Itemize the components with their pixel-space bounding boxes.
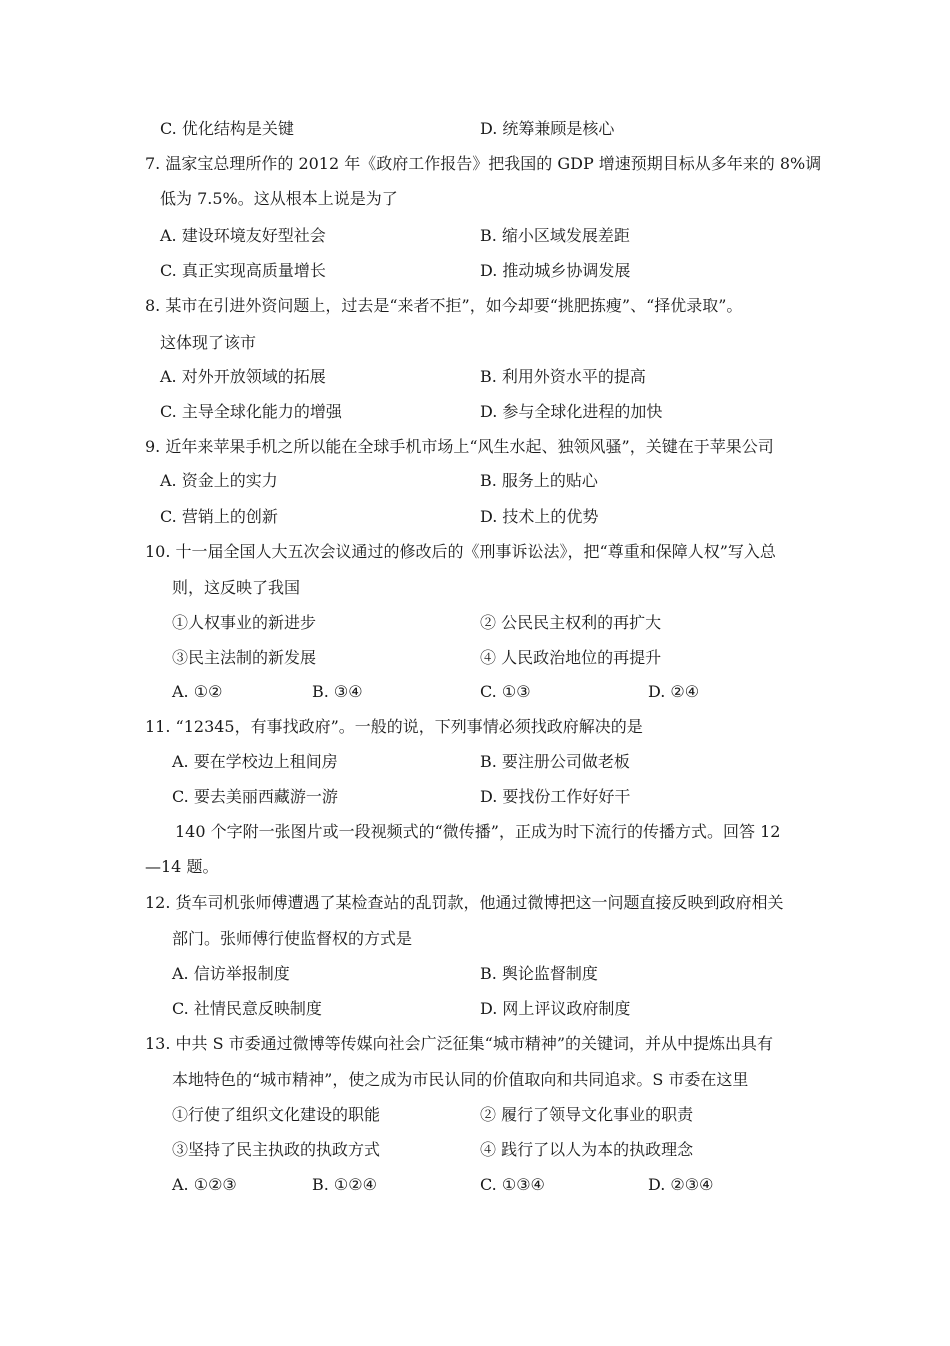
q11-option-d: D. 要找份工作好好干 [480,787,631,806]
q8-stem-cont: 这体现了该市 [160,333,257,352]
q10-option-a: A. ①② [172,682,223,701]
q9-option-a: A. 资金上的实力 [160,471,278,490]
q13-stem: 13. 中共 S 市委通过微博等传媒向社会广泛征集“城市精神”的关键词，并从中提炼出具有 [145,1034,774,1053]
q13-statement-4: ④ 践行了以人为本的执政理念 [480,1140,694,1159]
q13-option-d: D. ②③④ [648,1175,714,1194]
q10-option-d: D. ②④ [648,682,700,701]
q9-stem: 9. 近年来苹果手机之所以能在全球手机市场上“风生水起、独领风骚”，关键在于苹果公司 [145,437,774,456]
q9-option-d: D. 技术上的优势 [480,507,599,526]
intro-paragraph: 140 个字附一张图片或一段视频式的“微传播”，正成为时下流行的传播方式。回答 12 [175,822,781,841]
q8-stem: 8. 某市在引进外资问题上，过去是“来者不拒”，如今却要“挑肥拣瘦”、“择优录取”。 [145,296,743,315]
q12-stem: 12. 货车司机张师傅遭遇了某检查站的乱罚款，他通过微博把这一问题直接反映到政府相关 [145,893,784,912]
q8-option-d: D. 参与全球化进程的加快 [480,402,663,421]
q7-option-c: C. 真正实现高质量增长 [160,261,326,280]
intro-paragraph-cont: —14 题。 [145,857,219,876]
q13-statement-3: ③坚持了民主执政的执政方式 [172,1140,381,1159]
q8-option-b: B. 利用外资水平的提高 [480,367,646,386]
q7-option-b: B. 缩小区域发展差距 [480,226,630,245]
q11-option-c: C. 要去美丽西藏游一游 [172,787,338,806]
q12-option-b: B. 舆论监督制度 [480,964,598,983]
q13-statement-2: ② 履行了领导文化事业的职责 [480,1105,694,1124]
q12-option-a: A. 信访举报制度 [172,964,290,983]
q7-option-d: D. 推动城乡协调发展 [480,261,631,280]
q10-statement-2: ② 公民民主权利的再扩大 [480,613,662,632]
q6-option-c: C. 优化结构是关键 [160,119,294,138]
q10-stem-cont: 则，这反映了我国 [172,578,301,597]
q10-statement-4: ④ 人民政治地位的再提升 [480,648,662,667]
q13-option-b: B. ①②④ [312,1175,377,1194]
q11-stem: 11. “12345，有事找政府”。一般的说，下列事情必须找政府解决的是 [145,717,643,736]
q12-option-c: C. 社情民意反映制度 [172,999,322,1018]
q10-statement-3: ③民主法制的新发展 [172,648,317,667]
q8-option-c: C. 主导全球化能力的增强 [160,402,342,421]
q6-option-d: D. 统筹兼顾是核心 [480,119,615,138]
q13-option-c: C. ①③④ [480,1175,545,1194]
q9-option-b: B. 服务上的贴心 [480,471,598,490]
q13-statement-1: ①行使了组织文化建设的职能 [172,1105,381,1124]
q12-option-d: D. 网上评议政府制度 [480,999,631,1018]
q13-option-a: A. ①②③ [172,1175,237,1194]
q11-option-a: A. 要在学校边上租间房 [172,752,338,771]
q11-option-b: B. 要注册公司做老板 [480,752,630,771]
q10-option-c: C. ①③ [480,682,531,701]
q7-stem: 7. 温家宝总理所作的 2012 年《政府工作报告》把我国的 GDP 增速预期目标从多年来的 8%调 [145,154,822,173]
q7-option-a: A. 建设环境友好型社会 [160,226,326,245]
q10-option-b: B. ③④ [312,682,363,701]
q10-statement-1: ①人权事业的新进步 [172,613,317,632]
q9-option-c: C. 营销上的创新 [160,507,278,526]
q7-stem-cont: 低为 7.5%。这从根本上说是为了 [160,189,398,208]
q10-stem: 10. 十一届全国人大五次会议通过的修改后的《刑事诉讼法》，把“尊重和保障人权”写入总 [145,542,776,561]
q8-option-a: A. 对外开放领域的拓展 [160,367,326,386]
q12-stem-cont: 部门。张师傅行使监督权的方式是 [172,929,413,948]
q13-stem-cont: 本地特色的“城市精神”，使之成为市民认同的价值取向和共同追求。S 市委在这里 [172,1070,749,1089]
